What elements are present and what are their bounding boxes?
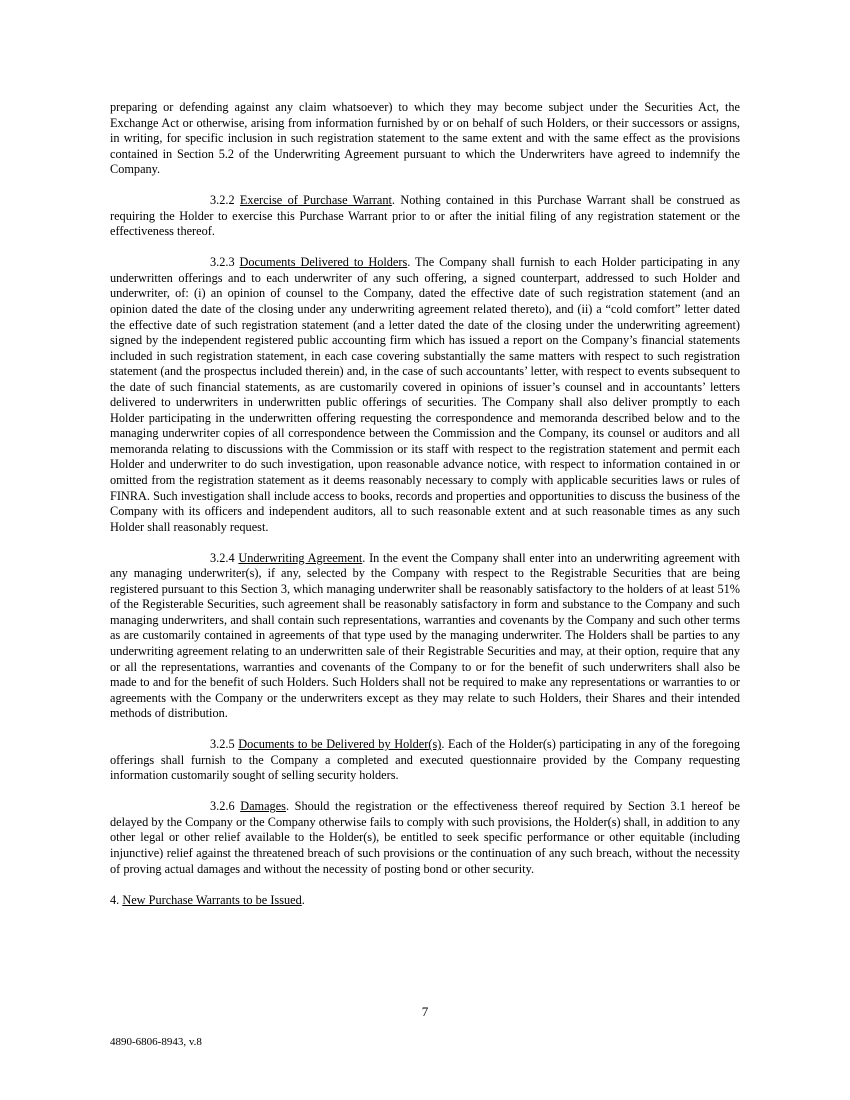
section-number: 4. [110, 892, 120, 907]
section-3-2-5 [110, 737, 740, 784]
section-3-2-4 [110, 551, 740, 722]
section-heading: Documents Delivered to Holders [239, 255, 408, 270]
section-text: . Nothing contained in this Purchase Warrant shall be construed as requiring the Holder to exercise this Purchase Warrant prior to or after the initial filing of any registration statement or the effectiveness thereof. [110, 193, 740, 239]
section-heading-suffix: . [301, 892, 305, 907]
section-heading: New Purchase Warrants to be Issued [122, 892, 302, 907]
document-body [110, 100, 740, 908]
section-heading: Damages [240, 799, 286, 814]
section-heading: Underwriting Agreement [238, 550, 363, 565]
section-number: 3.2.2 [210, 193, 235, 208]
section-text: . The Company shall furnish to each Holder participating in any underwritten offerings and to each underwriter of any such offering, a signed counterpart, addressed to such Holder and underwriter, of: (i) an opinion of counsel to the Company, dated the effective date of such registration statement (and an opinion dated the date of the closing under any underwriting agreement related thereto), and (ii) a “cold comfort” letter dated the effective date of such registration statement (and a letter dated the date of the closing under the underwriting agreement) signed by the independent registered public accounting firm which has issued a report on the Company’s financial statements included in such registration statement, in each case covering substantially the same matters with respect to such registration statement (and the prospectus included therein) and, in the case of such accountants’ letter, with respect to events subsequent to the date of such financial statements, as are customarily covered in opinions of issuer’s counsel and in accountants’ letters delivered to underwriters in underwritten public offerings of securities. The Company shall also deliver promptly to each Holder participating in the underwritten offering requesting the correspondence and memoranda described below and to the managing underwriter copies of all correspondence between the Commission and the Company, its counsel or auditors and all memoranda relating to discussions with the Commission or its staff with respect to the registration statement and permit each Holder and underwriter to do such investigation, upon reasonable advance notice, with respect to information contained in or omitted from the registration statement as it deems reasonably necessary to comply with applicable securities laws or rules of FINRA. Such investigation shall include access to books, records and properties and opportunities to discuss the business of the Company with its officers and independent auditors, all to such reasonable extent and at such reasonable times as any such Holder shall reasonably request. [110, 255, 740, 534]
section-number: 3.2.6 [210, 799, 235, 814]
section-number: 3.2.4 [210, 550, 235, 565]
section-text: . In the event the Company shall enter into an underwriting agreement with any managing underwriter(s), if any, selected by the Company with respect to the Registrable Securities that are being registered pursuant to this Section 3, which managing underwriter shall be reasonably satisfactory to the holders of at least 51% of the Registerable Securities, such agreement shall be reasonably satisfactory in form and substance to the Company and such managing underwriters, and shall contain such representations, warranties and covenants by the Company and such other terms as are customarily contained in agreements of that type used by the managing underwriter. The Holders shall be parties to any underwriting agreement relating to an underwritten sale of their Registrable Securities and may, at their option, require that any or all the representations, warranties and covenants of the Company to or for the benefit of such underwriters shall also be made to and for the benefit of such Holders. Such Holders shall not be required to make any representations or warranties to or agreements with the Company or the underwriters except as they may relate to such Holders, their Shares and their intended methods of distribution. [110, 550, 740, 721]
section-number: 3.2.5 [210, 737, 235, 752]
section-3-2-3 [110, 255, 740, 535]
section-3-2-6 [110, 799, 740, 877]
section-text: . Should the registration or the effectiveness thereof required by Section 3.1 hereof be delayed by the Company or the Company otherwise fails to comply with such provisions, the Holder(s) shall, in addition to any other legal or other relief available to the Holder(s), be entitled to seek specific performance or other equitable (including injunctive) relief against the threatened breach of such provisions or the continuation of any such breach, without the necessity of proving actual damages and without the necessity of posting bond or other security. [110, 799, 740, 876]
section-heading: Exercise of Purchase Warrant [239, 193, 392, 208]
section-3-2-2 [110, 193, 740, 240]
section-heading: Documents to be Delivered by Holder(s) [238, 737, 442, 752]
intro-paragraph: preparing or defending against any claim whatsoever) to which they may become subject under the Securities Act, the Exchange Act or otherwise, arising from information furnished by or on behalf of such Holders, or their successors or assigns, in writing, for specific inclusion in such registration statement to the same extent and with the same effect as the provisions contained in Section 5.2 of the Underwriting Agreement pursuant to which the Underwriters have agreed to indemnify the Company. [110, 100, 740, 177]
section-text: . Each of the Holder(s) participating in any of the foregoing offerings shall furnish to the Company a completed and executed questionnaire provided by the Company requesting information customarily sought of selling security holders. [110, 737, 740, 783]
page-number: 7 [421, 1004, 429, 1019]
section-number: 3.2.3 [210, 255, 235, 270]
section-4-heading [110, 893, 740, 909]
document-id: 4890-6806-8943, v.8 [110, 1036, 202, 1048]
